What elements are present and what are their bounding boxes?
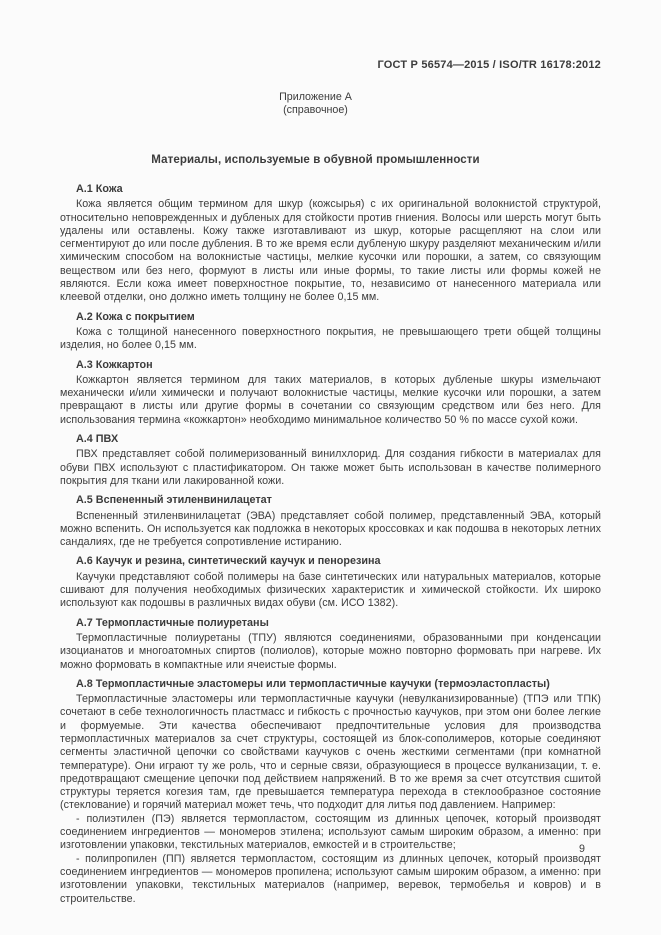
standard-designation: ГОСТ Р 56574—2015 / ISO/TR 16178:2012 <box>377 59 601 71</box>
section-heading: А.7 Термопластичные полиуретаны <box>76 616 269 629</box>
annex-type: (справочное) <box>283 104 348 116</box>
list-item-polypropylene: - полипропилен (ПП) является термопластом, состоящим из длинных цепочек, который производят соединением ингредиентов — мономеров пропилена; используют самым широким образом, а именно: при изготовлении упаковки, текстильных материалов (например, веревок, термобелья и ковров) и в строительстве. <box>60 852 601 905</box>
section-a3-kozhkarton <box>60 359 601 427</box>
section-paragraph: ПВХ представляет собой полимеризованный винилхлорид. Для создания гибкости в материалах для обуви ПВХ используют с пластификатором. Он также может быть использован в качестве полимерного покрытия для ткани или лакированной кожи. <box>60 448 601 487</box>
section-paragraph: Вспененный этиленвинилацетат (ЭВА) представляет собой полимер, представленный ЭВА, который можно вспенить. Он используется как подложка в некоторых кроссовках и как подошва в некоторых летних сандалиях, где не требуется сопротивление истиранию. <box>60 509 601 549</box>
section-heading: А.3 Кожкартон <box>76 358 153 371</box>
section-heading: А.8 Термопластичные эластомеры или термопластичные каучуки (термоэластопласты) <box>76 677 550 690</box>
section-paragraph: Термопластичные эластомеры или термопластичные каучуки (невулканизированные) (ТПЭ или ТПК) сочетают в себе технологичность пластмасс и гибкость с прочностью каучуков, при этом они более легкие и формуемые. Эти качества обеспечивают предпочтительные условия для производства термопластичных материалов за счет структуры, состоящей из блок-сополимеров, которые соединяют сегменты эластичной цепочки со свойствами каучуков с очень жесткими сегментами (при комнатной температуре). Они играют ту же роль, что и серные связи, образующиеся в процессе вулканизации, т. е. предотвращают смещение цепочки под действием напряжений. В то же время за счет отсутствия сшитой структуры теряется когезия там, где превышается температура перехода в стеклообразное состояние (стеклование) и горячий материал может течь, что подходит для литья под давлением. Например: <box>60 693 601 812</box>
section-a4-pvh <box>60 433 601 488</box>
page-title: Материалы, используемые в обувной промышленности <box>151 154 480 166</box>
annex-block <box>45 91 586 117</box>
section-a6-kauchuk-i-rezina <box>60 555 601 610</box>
list-item-polyethylene: - полиэтилен (ПЭ) является термопластом, состоящим из длинных цепочек, который производят соединением ингредиентов — мономеров этилена; используют самым широким образом, а именно: при изготовлении упаковки, текстильных материалов, емкостей и в строительстве; <box>60 812 601 852</box>
section-paragraph: Каучуки представляют собой полимеры на базе синтетических или натуральных материалов, которые сшивают для получения необходимых физических характеристик и химической стойкости. Их широко используют как подошвы в различных видах обуви (см. ИСО 1382). <box>60 570 601 610</box>
section-paragraph: Кожа с толщиной нанесенного поверхностного покрытия, не превышающего трети общей толщины изделия, но более 0,15 мм. <box>60 325 601 352</box>
page-content <box>60 0 601 935</box>
section-a1-kozha <box>60 183 601 305</box>
section-a7-termoplastichnye-poliuretany <box>60 617 601 672</box>
page-number: 9 <box>579 843 585 855</box>
section-heading: А.2 Кожа с покрытием <box>76 310 195 323</box>
section-heading: А.1 Кожа <box>76 183 123 195</box>
section-paragraph: Термопластичные полиуретаны (ТПУ) являются соединениями, образованными при конденсации изоцианатов и многоатомных спиртов (полиолов), которые можно повторно формовать при нагреве. Их можно формовать в компактные или ячеистые формы. <box>60 631 601 671</box>
annex-label: Приложение А <box>279 91 352 103</box>
section-paragraph: Кожа является общим термином для шкур (кожсырья) с их оригинальной волокнистой структурой, относительно неповрежденных и дубленых для стойкости против гниения. Волосы или шерсть могут быть удалены или оставлены. Кожу также изготавливают из шкур, которые расщепляют на слои или сегментируют до или после дубления. В то же время если дубленую шкуру разделяют механическим и/или химическим способом на волокнистые частицы, мелкие кусочки или порошки, а затем, со связующим веществом или без него, формуют в листы или иные формы, то такие листы или формы кожей не являются. Если кожа имеет поверхностное покрытие, то, независимо от нанесенного материала или клеевой отделки, оно должно иметь толщину не более 0,15 мм. <box>60 198 601 304</box>
section-heading: А.6 Каучук и резина, синтетический каучук и пенорезина <box>76 555 381 568</box>
section-paragraph: Кожкартон является термином для таких материалов, в которых дубленые шкуры измельчают механически и/или химически и получают волокнистые частицы, мелкие кусочки или порошки, а затем превращают в листы или другие формы в сочетании со связующим средством или без него. Для использования термина «кожкартон» необходимо минимальное количество 50 % по массе сухой кожи. <box>60 373 601 426</box>
section-heading: А.5 Вспененный этиленвинилацетат <box>76 494 272 507</box>
section-a8-termoelastoplasty <box>60 678 601 906</box>
section-a2-kozha-s-pokrytiem <box>60 311 601 353</box>
section-heading: А.4 ПВХ <box>76 433 119 446</box>
section-a5-vspenennyj-eva <box>60 494 601 549</box>
